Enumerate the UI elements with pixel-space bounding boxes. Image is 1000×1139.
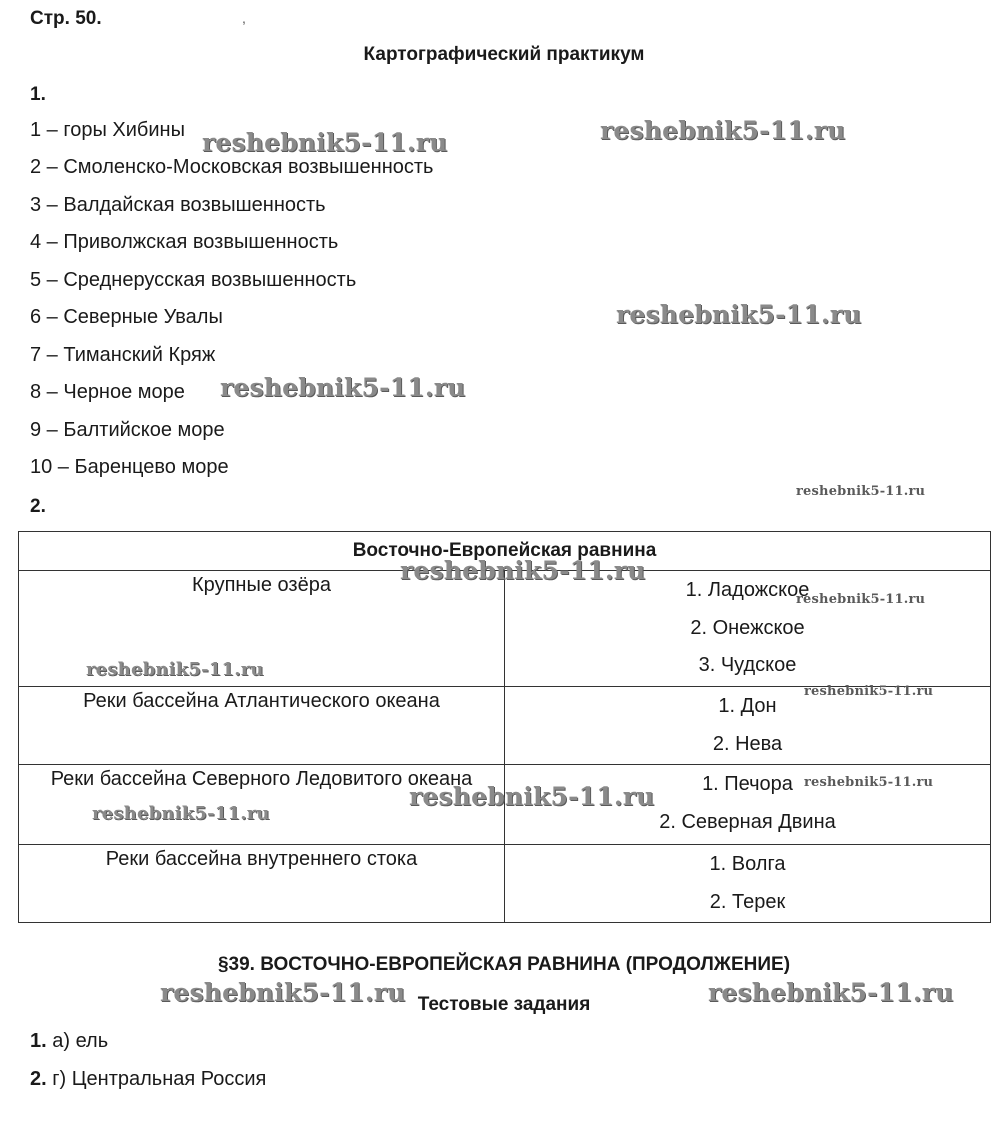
task-1-item: 2 – Смоленско-Московская возвышенность xyxy=(30,156,434,178)
list-item: 2. Онежское xyxy=(690,616,805,639)
list-item: 2. Нева xyxy=(712,732,783,755)
watermark: reshebnik5-11.ru xyxy=(796,484,926,499)
watermark: reshebnik5-11.ru xyxy=(600,116,846,145)
answer-text: а) ель xyxy=(46,1030,109,1052)
table-row xyxy=(19,845,991,923)
watermark: reshebnik5-11.ru xyxy=(86,659,264,680)
row-items xyxy=(505,845,991,923)
watermark: reshebnik5-11.ru xyxy=(160,978,406,1007)
watermark: reshebnik5-11.ru xyxy=(796,592,926,607)
task-1-item: 7 – Тиманский Кряж xyxy=(30,344,216,366)
answer-line xyxy=(30,1030,108,1053)
list-item: 1. Волга xyxy=(709,853,786,875)
watermark: reshebnik5-11.ru xyxy=(202,128,448,157)
row-category: Реки бассейна Северного Ледовитого океана xyxy=(19,765,505,845)
task-1-item: 4 – Приволжская возвышенность xyxy=(30,231,339,253)
page-reference: Стр. 50. xyxy=(30,8,102,29)
task-1-item: 3 – Валдайская возвышенность xyxy=(30,194,326,216)
row-category: Реки бассейна внутреннего стока xyxy=(19,845,505,923)
list-item: 2. Терек xyxy=(709,890,786,913)
task-1-item: 5 – Среднерусская возвышенность xyxy=(30,269,357,291)
list-item: 1. Ладожское xyxy=(685,579,810,601)
task-1-item: 1 – горы Хибины xyxy=(30,119,185,141)
page-mark: , xyxy=(242,10,246,26)
answer-line xyxy=(30,1068,266,1091)
list-item: 1. Дон xyxy=(718,695,777,717)
section-title: §39. ВОСТОЧНО-ЕВРОПЕЙСКАЯ РАВНИНА (ПРОДОЛЖЕНИЕ) xyxy=(217,954,791,975)
plain-features-table xyxy=(18,531,991,923)
row-items xyxy=(505,571,991,687)
watermark: reshebnik5-11.ru xyxy=(400,556,646,585)
watermark: reshebnik5-11.ru xyxy=(616,300,862,329)
answer-number: 2. xyxy=(30,1068,47,1090)
list-item: 2. Северная Двина xyxy=(659,810,836,833)
task-1-item: 10 – Баренцево море xyxy=(30,456,229,478)
answer-number: 1. xyxy=(30,1030,47,1052)
watermark: reshebnik5-11.ru xyxy=(409,782,655,811)
task-2-number: 2. xyxy=(30,496,46,517)
list-item: 1. Печора xyxy=(702,773,793,795)
section-subtitle: Тестовые задания xyxy=(417,994,591,1015)
practicum-title: Картографический практикум xyxy=(363,44,645,65)
task-1-number: 1. xyxy=(30,84,46,105)
row-category: Реки бассейна Атлантического океана xyxy=(19,687,505,765)
watermark: reshebnik5-11.ru xyxy=(92,803,270,824)
watermark: reshebnik5-11.ru xyxy=(220,373,466,402)
watermark: reshebnik5-11.ru xyxy=(804,775,934,790)
task-1-item: 6 – Северные Увалы xyxy=(30,306,223,328)
watermark: reshebnik5-11.ru xyxy=(804,684,934,699)
watermark: reshebnik5-11.ru xyxy=(708,978,954,1007)
task-1-item: 9 – Балтийское море xyxy=(30,419,225,441)
list-item: 3. Чудское xyxy=(698,654,797,676)
row-category: Крупные озёра xyxy=(19,571,505,687)
task-1-item: 8 – Черное море xyxy=(30,381,185,403)
answer-text: г) Центральная Россия xyxy=(46,1068,267,1090)
table-header: Восточно-Европейская равнина xyxy=(19,532,991,571)
